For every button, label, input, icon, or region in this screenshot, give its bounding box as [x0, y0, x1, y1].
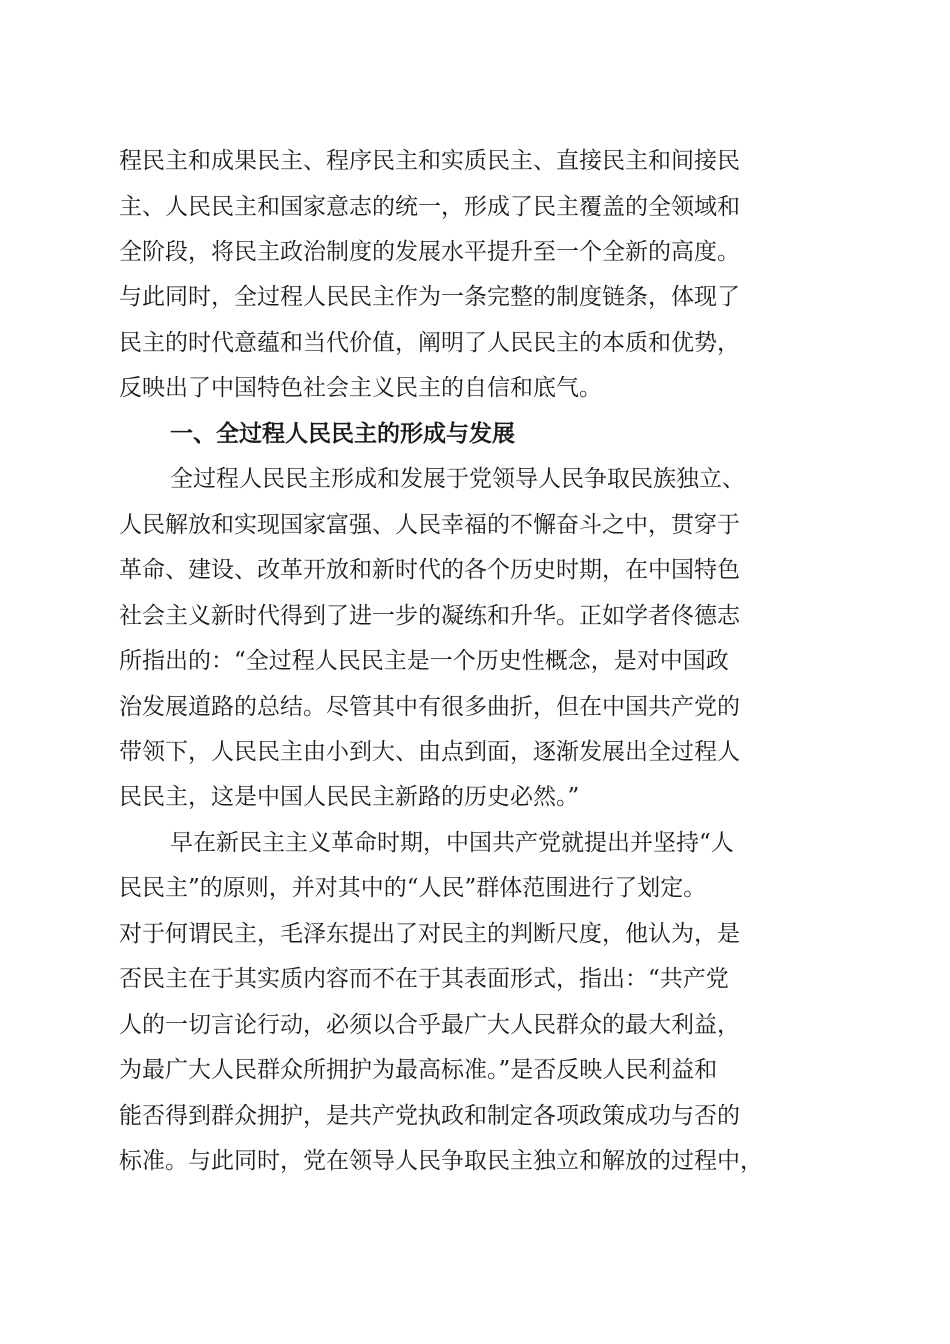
section-heading: 一、全过程人民民主的形成与发展	[170, 421, 515, 447]
text-line: 革命、建设、改革开放和新时代的各个历史时期，在中国特色	[119, 557, 740, 583]
text-line: 社会主义新时代得到了进一步的凝练和升华。正如学者佟德志	[119, 603, 740, 629]
text-line: 能否得到群众拥护，是共产党执政和制定各项政策成功与否的	[119, 1103, 740, 1129]
text-line: 程民主和成果民主、程序民主和实质民主、直接民主和间接民	[119, 148, 740, 174]
text-line: 民民主，这是中国人民民主新路的历史必然。”	[119, 784, 580, 810]
text-line: 对于何谓民主，毛泽东提出了对民主的判断尺度，他认为，是	[119, 921, 740, 947]
text-line: 民民主”的原则，并对其中的“人民”群体范围进行了划定。	[119, 875, 707, 901]
text-line: 为最广大人民群众所拥护为最高标准。”是否反映人民利益和	[119, 1057, 718, 1083]
text-line: 人的一切言论行动，必须以合乎最广大人民群众的最大利益，	[119, 1012, 740, 1038]
text-line: 带领下，人民民主由小到大、由点到面，逐渐发展出全过程人	[119, 739, 740, 765]
text-line: 与此同时，全过程人民民主作为一条完整的制度链条，体现了	[119, 284, 740, 310]
text-line: 人民解放和实现国家富强、人民幸福的不懈奋斗之中，贯穿于	[119, 512, 740, 538]
text-line: 民主的时代意蕴和当代价值，阐明了人民民主的本质和优势，	[119, 330, 740, 356]
text-line: 主、人民民主和国家意志的统一，形成了民主覆盖的全领域和	[119, 194, 740, 220]
text-line: 治发展道路的总结。尽管其中有很多曲折，但在中国共产党的	[119, 694, 740, 720]
text-line: 反映出了中国特色社会主义民主的自信和底气。	[119, 375, 602, 401]
text-line: 早在新民主主义革命时期，中国共产党就提出并坚持“人	[170, 830, 734, 856]
text-line: 否民主在于其实质内容而不在于其表面形式，指出：“共产党	[119, 966, 729, 992]
text-line: 所指出的：“全过程人民民主是一个历史性概念，是对中国政	[119, 648, 729, 674]
text-line: 全过程人民民主形成和发展于党领导人民争取民族独立、	[170, 466, 745, 492]
text-line: 标准。与此同时，党在领导人民争取民主独立和解放的过程中，	[119, 1148, 763, 1174]
text-line: 全阶段，将民主政治制度的发展水平提升至一个全新的高度。	[119, 239, 740, 265]
